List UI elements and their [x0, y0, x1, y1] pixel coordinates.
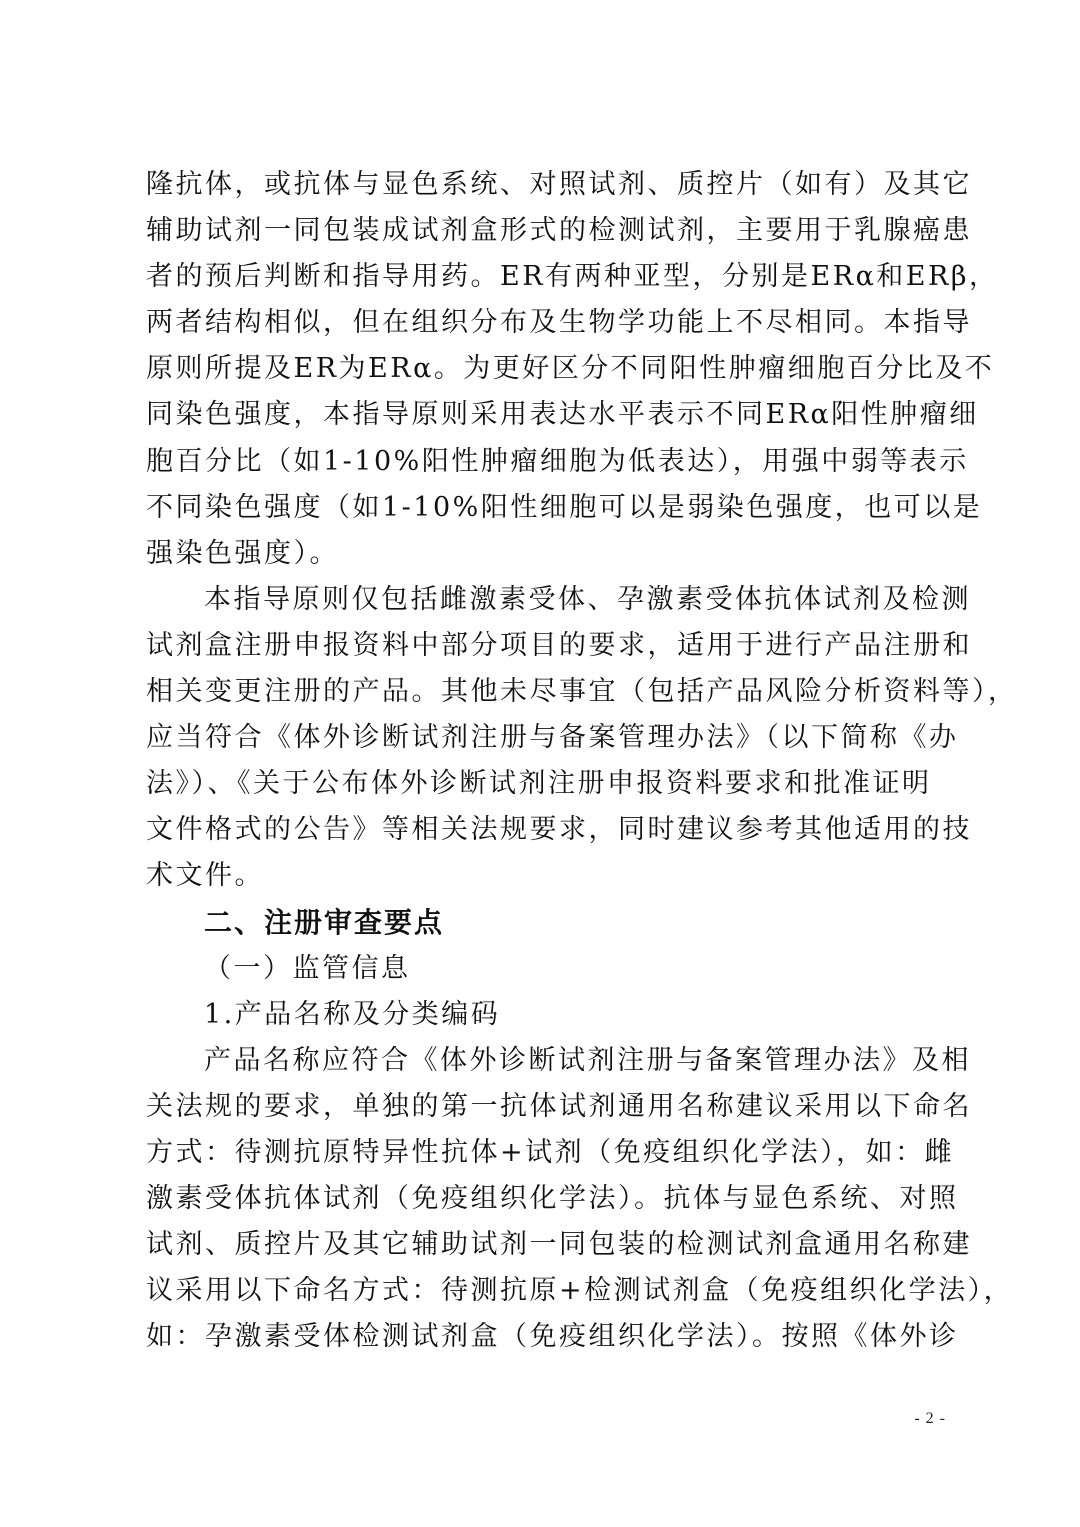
- body-line: 隆抗体，或抗体与显色系统、对照试剂、质控片（如有）及其它: [146, 169, 972, 200]
- section-heading: 二、注册审查要点: [204, 905, 445, 939]
- subsection-heading: （一）监管信息: [204, 952, 411, 984]
- body-line: 相关变更注册的产品。其他未尽事宜（包括产品风险分析资料等），: [146, 676, 1018, 708]
- body-line: 同染色强度，本指导原则采用表达水平表示不同ERα阳性肿瘤细: [146, 399, 979, 431]
- body-line: 如：孕激素受体检测试剂盒（免疫组织化学法）。按照《体外诊: [146, 1321, 959, 1353]
- body-line: 辅助试剂一同包装成试剂盒形式的检测试剂，主要用于乳腺癌患: [146, 215, 972, 247]
- document-body: [146, 162, 1018, 1360]
- body-line: 试剂盒注册申报资料中部分项目的要求，适用于进行产品注册和: [146, 629, 972, 661]
- body-line: 激素受体抗体试剂（免疫组织化学法）。抗体与显色系统、对照: [146, 1183, 959, 1215]
- body-line: 试剂、质控片及其它辅助试剂一同包装的检测试剂盒通用名称建: [146, 1229, 972, 1261]
- body-line: 强染色强度）。: [146, 537, 339, 569]
- paragraph-start-line: 本指导原则仅包括雌激素受体、孕激素受体抗体试剂及检测: [204, 583, 971, 615]
- body-line: 文件格式的公告》等相关法规要求，同时建议参考其他适用的技: [146, 814, 972, 846]
- body-line: 方式：待测抗原特异性抗体+试剂（免疫组织化学法），如：雌: [146, 1136, 955, 1168]
- item-heading: 1.产品名称及分类编码: [204, 998, 501, 1030]
- body-line: 原则所提及ER为ERα。为更好区分不同阳性肿瘤细胞百分比及不: [146, 353, 995, 385]
- body-line: 关法规的要求，单独的第一抗体试剂通用名称建议采用以下命名: [146, 1090, 972, 1122]
- paragraph-start-line: 产品名称应符合《体外诊断试剂注册与备案管理办法》及相: [204, 1044, 971, 1076]
- body-line: 术文件。: [146, 860, 264, 892]
- body-line: 不同染色强度（如1-10%阳性细胞可以是弱染色强度，也可以是: [146, 491, 983, 523]
- body-line: 两者结构相似，但在组织分布及生物学功能上不尽相同。本指导: [146, 307, 972, 339]
- body-line: 者的预后判断和指导用药。ER有两种亚型，分别是ERα和ERβ，: [146, 261, 999, 293]
- body-line: 法》）、《关于公布体外诊断试剂注册申报资料要求和批准证明: [146, 768, 932, 800]
- body-line: 胞百分比（如1-10%阳性肿瘤细胞为低表达），用强中弱等表示: [146, 445, 969, 477]
- body-line: 应当符合《体外诊断试剂注册与备案管理办法》（以下简称《办: [146, 722, 959, 754]
- body-line: 议采用以下命名方式：待测抗原+检测试剂盒（免疫组织化学法），: [146, 1275, 1014, 1307]
- page-number: - 2 -: [914, 1410, 946, 1427]
